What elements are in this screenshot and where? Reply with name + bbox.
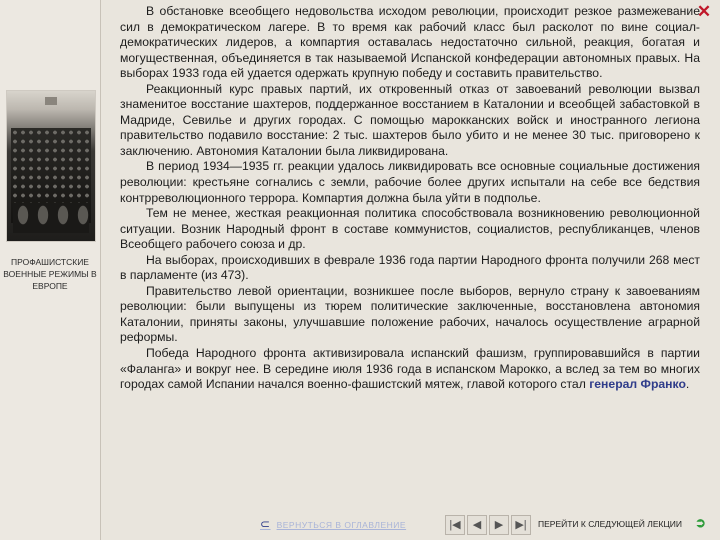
- sidebar: [0, 0, 100, 540]
- navigation-bar: [255, 513, 715, 535]
- paragraph-last: [120, 346, 700, 393]
- next-arrow-icon[interactable]: ➲: [695, 515, 706, 530]
- next-page-button[interactable]: ▶: [489, 515, 509, 535]
- section-label[interactable]: ПРОФАШИСТСКИЕ ВОЕННЫЕ РЕЖИМЫ В ЕВРОПЕ: [3, 257, 97, 291]
- paragraph-end: .: [685, 377, 690, 392]
- paragraph: В период 1934—1935 гг. реакции удалось ликвидировать все основные социальные достижения революции: крестьяне согнались с земли, рабочие более других испытали на себе все бедствия контрреволюционного террора. Компартия должна была уйти в подполье.: [120, 159, 700, 205]
- close-icon[interactable]: ✕: [696, 2, 712, 21]
- highlight-franco: генерал Франко: [589, 377, 686, 392]
- back-label: ВЕРНУТЬСЯ В ОГЛАВЛЕНИЕ: [276, 520, 407, 530]
- prev-page-button[interactable]: ◀: [467, 515, 487, 535]
- divider: [100, 0, 101, 540]
- lecture-text: [120, 4, 700, 393]
- paragraph: На выборах, происходивших в феврале 1936 года партии Народного фронта получили 268 мест в парламенте (из 473).: [120, 252, 700, 283]
- last-page-button[interactable]: ▶|: [511, 515, 531, 535]
- paragraph: Правительство левой ориентации, возникшее после выборов, вернуло страну к завоеваниям революции: были выпущены из тюрем политические заключенные, восстановлена автономия Каталонии, приняты законы, улучшавшие положение рабочих, началось осуществление аграрной реформы.: [120, 283, 700, 345]
- next-lecture-link[interactable]: ПЕРЕЙТИ К СЛЕДУЮЩЕЙ ЛЕКЦИИ: [538, 519, 682, 529]
- back-arrow-icon: ⊂: [260, 517, 271, 531]
- paragraph: В обстановке всеобщего недовольства исходом революции, происходит резкое размежевание сил в демократическом лагере. В то время как рабочий класс был расколот по вине социал-демократических лидеров, а компартия оставалась недостаточно сильной, реакция, богатая и могущественная, объединяется в так называемой Испанской конфедерации автономных правых. На выборах 1933 года ей удается одержать крупную победу и составить правительство.: [120, 4, 700, 81]
- paragraph: Реакционный курс правых партий, их откровенный отказ от завоеваний революции вызвал знаменитое восстание шахтеров, поддержанное восстанием в Каталонии и всеобщей забастовкой в Мадриде, Севилье и других городах. С помощью марокканских войск и иностранного легиона правительство подавило восстание: 2 тыс. шахтеров было убито и не менее 30 тыс. приговорено к заключению. Автономия Каталонии была ликвидирована.: [120, 81, 700, 158]
- helmets-image: [13, 203, 89, 233]
- flag-icon: [45, 97, 57, 105]
- paragraph-text: Победа Народного фронта активизировала испанский фашизм, группировавшийся в партии «Фаланга» и вокруг нее. В середине июля 1936 года в испанском Марокко, а вслед за тем во многих городах самой Испании начался военно-фашистский мятеж, главой которого стал: [120, 346, 700, 392]
- paragraph: Тем не менее, жесткая реакционная политика способствовала возникновению революционной ситуации. Возник Народный фронт в составе коммунистов, социалистов, республиканцев, членов Всеобщего рабочего союза и др.: [120, 206, 700, 252]
- first-page-button[interactable]: |◀: [445, 515, 465, 535]
- back-to-contents-link[interactable]: [260, 517, 406, 531]
- fascist-rally-photo: [6, 90, 96, 242]
